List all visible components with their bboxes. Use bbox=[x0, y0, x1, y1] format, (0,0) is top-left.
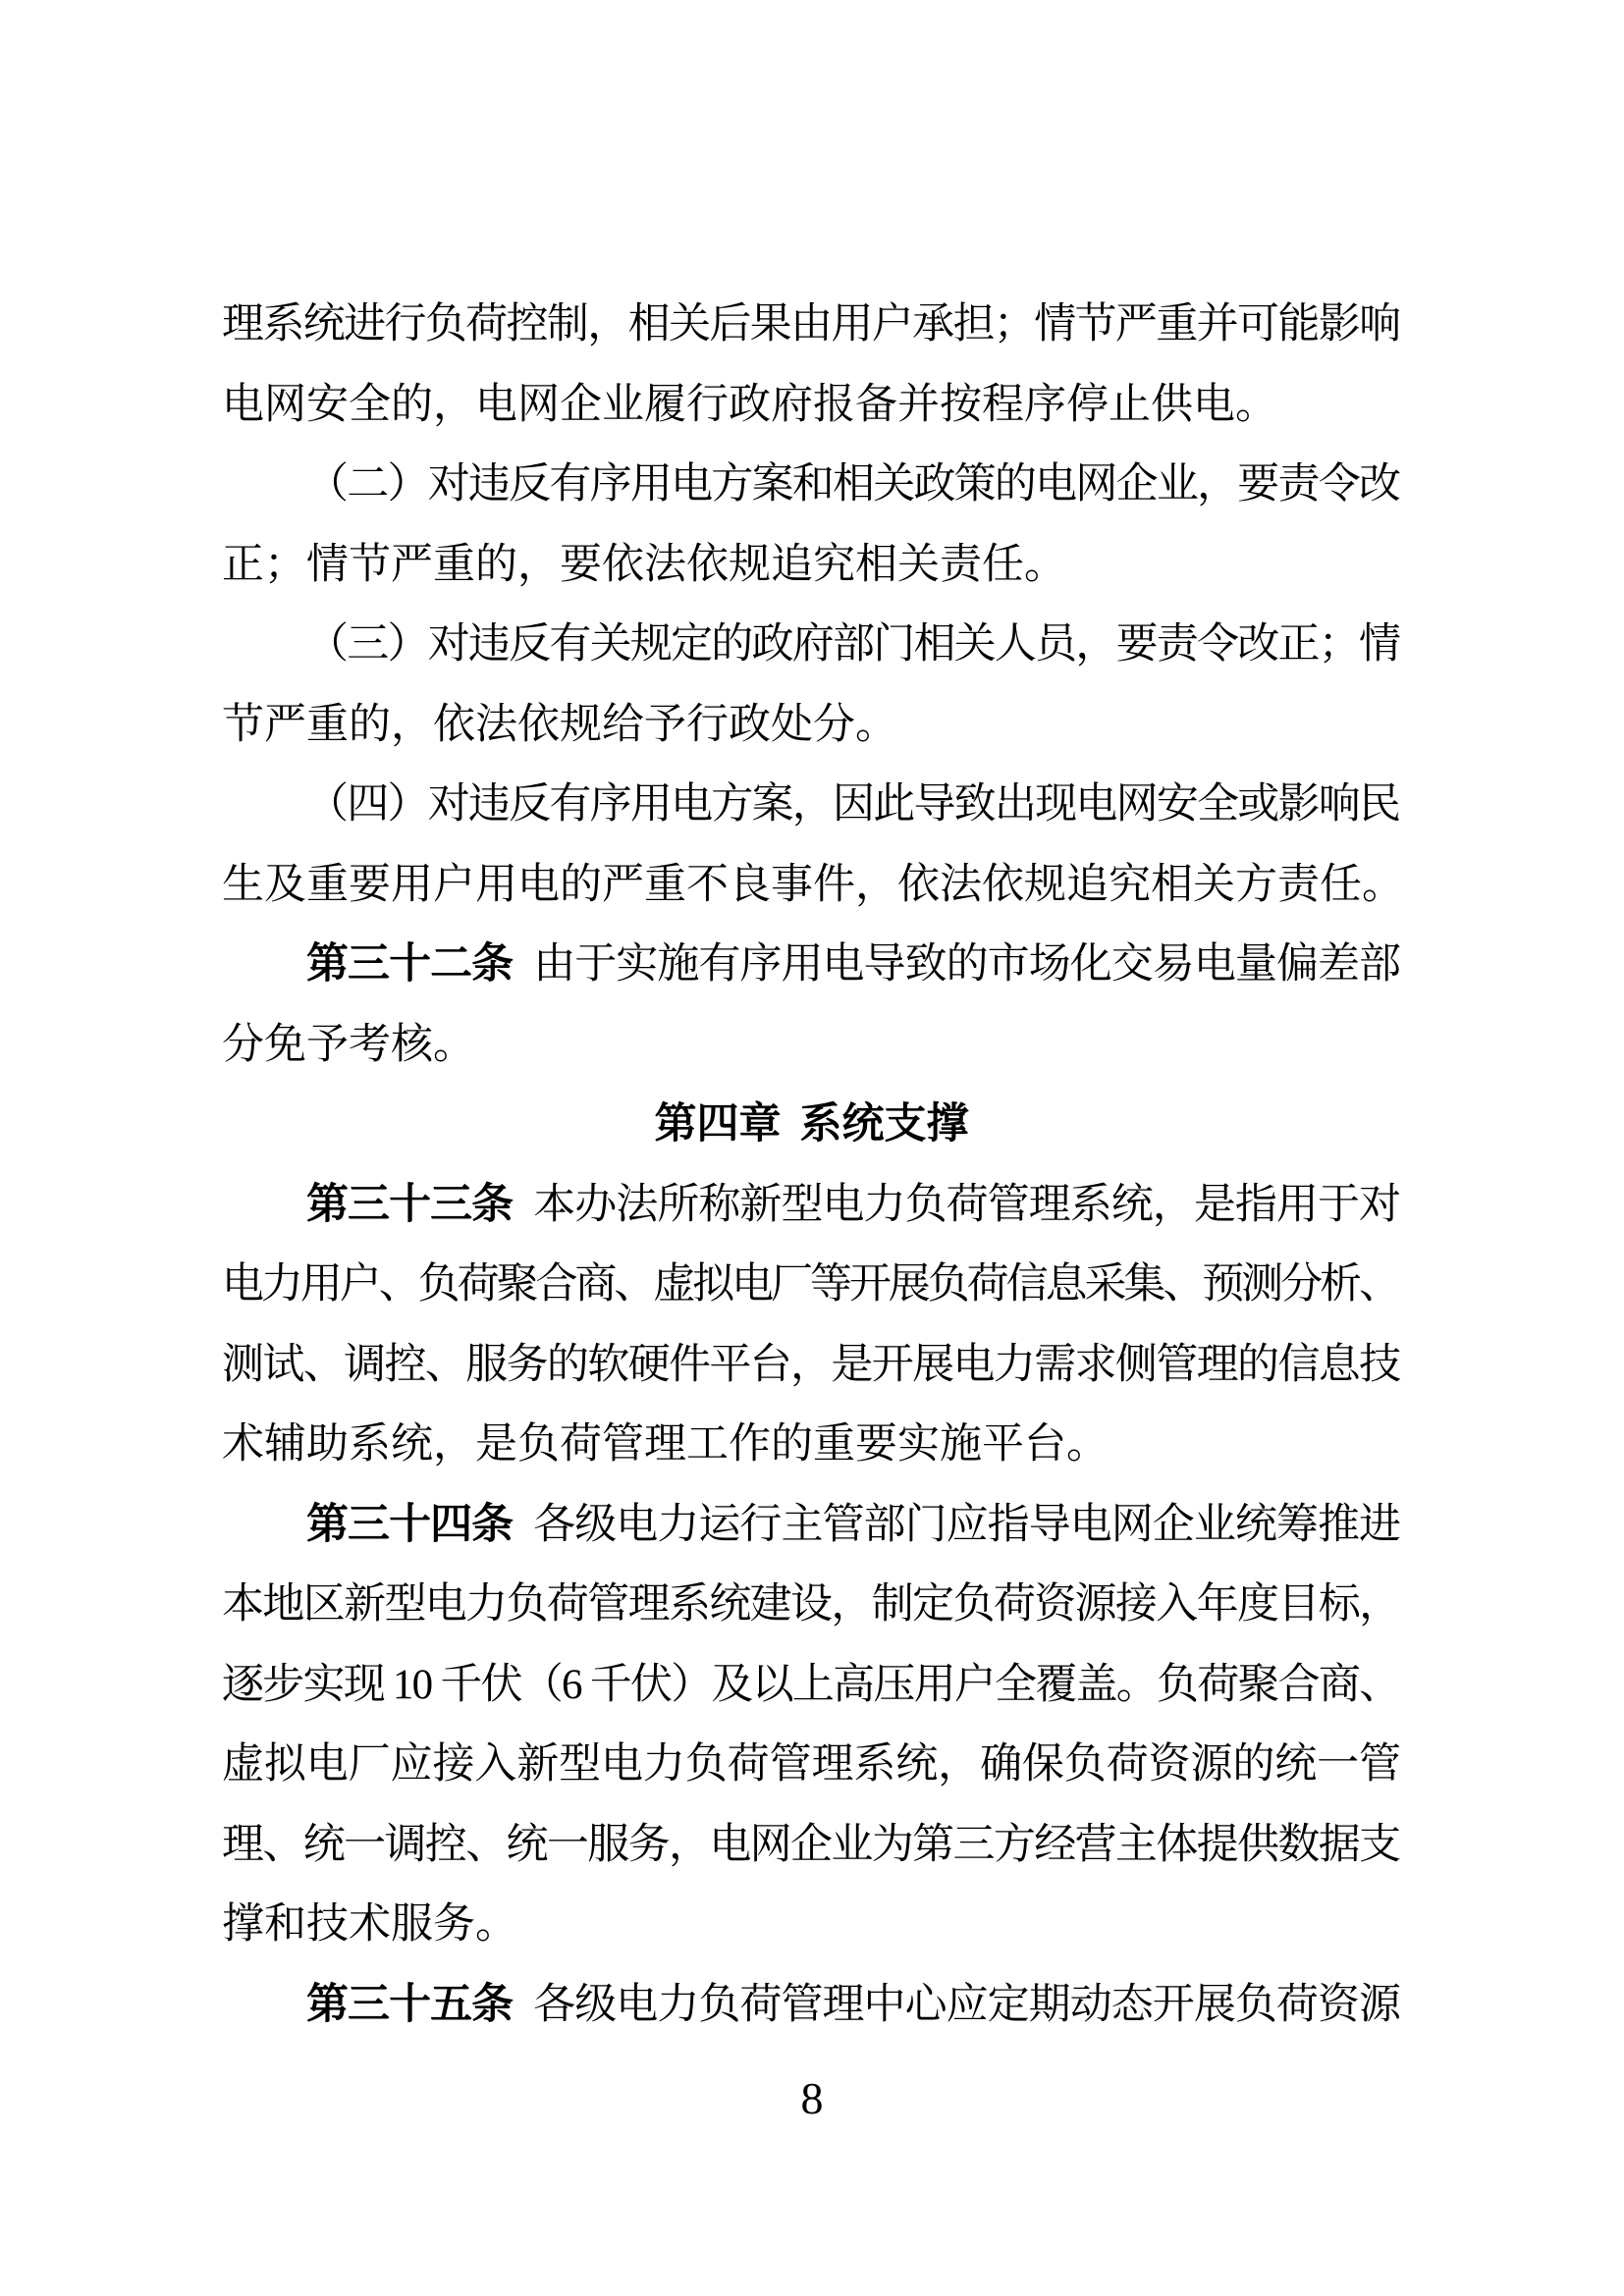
line-text: 生及重要用户用电的严重不良事件，依法依规追究相关方责任。 bbox=[222, 861, 1404, 908]
text-line bbox=[222, 605, 1401, 685]
article-number: 第三十二条 bbox=[306, 941, 514, 988]
document-body bbox=[222, 285, 1404, 2045]
line-text: 逐步实现 10 千伏（6 千伏）及以上高压用户全覆盖。负荷聚合商、 bbox=[222, 1661, 1400, 1708]
text-line bbox=[222, 525, 1401, 606]
line-text: 电力用户、负荷聚合商、虚拟电厂等开展负荷信息采集、预测分析、 bbox=[222, 1261, 1398, 1308]
line-text: 由于实施有序用电导致的市场化交易电量偏差部 bbox=[533, 941, 1401, 988]
text-line bbox=[222, 1805, 1401, 1886]
line-text: 各级电力负荷管理中心应定期动态开展负荷资源 bbox=[533, 1981, 1401, 2028]
line-text: 理系统进行负荷控制，相关后果由用户承担；情节严重并可能影响 bbox=[222, 301, 1400, 347]
text-line bbox=[222, 1565, 1401, 1645]
chapter-heading bbox=[222, 1085, 1401, 1165]
line-text: 术辅助系统，是负荷管理工作的重要实施平台。 bbox=[222, 1421, 1109, 1468]
text-line bbox=[222, 285, 1401, 365]
line-text: 撑和技术服务。 bbox=[222, 1901, 517, 1948]
line-text: 分免予考核。 bbox=[222, 1021, 475, 1068]
text-line bbox=[222, 1165, 1401, 1246]
line-text: 电网安全的，电网企业履行政府报备并按程序停止供电。 bbox=[222, 381, 1277, 428]
line-text: 各级电力运行主管部门应指导电网企业统筹推进 bbox=[533, 1501, 1401, 1548]
text-line bbox=[222, 685, 1401, 766]
text-line bbox=[222, 1885, 1401, 1965]
text-line bbox=[222, 1645, 1401, 1726]
text-line bbox=[222, 1325, 1401, 1406]
line-text: 理、统一调控、统一服务，电网企业为第三方经营主体提供数据支 bbox=[222, 1821, 1400, 1868]
text-line bbox=[222, 1405, 1401, 1485]
line-text: 本地区新型电力负荷管理系统建设，制定负荷资源接入年度目标， bbox=[222, 1581, 1400, 1628]
text-line bbox=[222, 845, 1404, 926]
article-number: 第三十五条 bbox=[306, 1981, 514, 2028]
text-line bbox=[222, 1965, 1401, 2046]
line-text: （四）对违反有序用电方案，因此导致出现电网安全或影响民 bbox=[306, 781, 1400, 828]
text-line bbox=[222, 1005, 1401, 1086]
article-number: 第三十四条 bbox=[306, 1501, 514, 1548]
line-text: 测试、调控、服务的软硬件平台，是开展电力需求侧管理的信息技 bbox=[222, 1341, 1400, 1388]
page-number: 8 bbox=[800, 2073, 824, 2123]
line-text: 正；情节严重的，要依法依规追究相关责任。 bbox=[222, 541, 1066, 588]
line-text: 虚拟电厂应接入新型电力负荷管理系统，确保负荷资源的统一管 bbox=[222, 1741, 1401, 1788]
page-footer bbox=[0, 2073, 1624, 2124]
text-line bbox=[222, 1485, 1401, 1566]
line-text: 本办法所称新型电力负荷管理系统，是指用于对 bbox=[533, 1181, 1401, 1228]
text-line bbox=[222, 445, 1401, 525]
line-text: 节严重的，依法依规给予行政处分。 bbox=[222, 701, 897, 748]
line-text: （三）对违反有关规定的政府部门相关人员，要责令改正；情 bbox=[306, 621, 1400, 667]
text-line bbox=[222, 1245, 1401, 1325]
chapter-title: 系统支撑 bbox=[799, 1101, 969, 1148]
text-line bbox=[222, 1725, 1401, 1805]
chapter-number: 第四章 bbox=[654, 1101, 782, 1148]
text-line bbox=[222, 765, 1401, 845]
text-line bbox=[222, 365, 1401, 446]
text-line bbox=[222, 925, 1401, 1005]
line-text: （二）对违反有序用电方案和相关政策的电网企业，要责令改 bbox=[306, 461, 1400, 507]
article-number: 第三十三条 bbox=[306, 1181, 514, 1228]
